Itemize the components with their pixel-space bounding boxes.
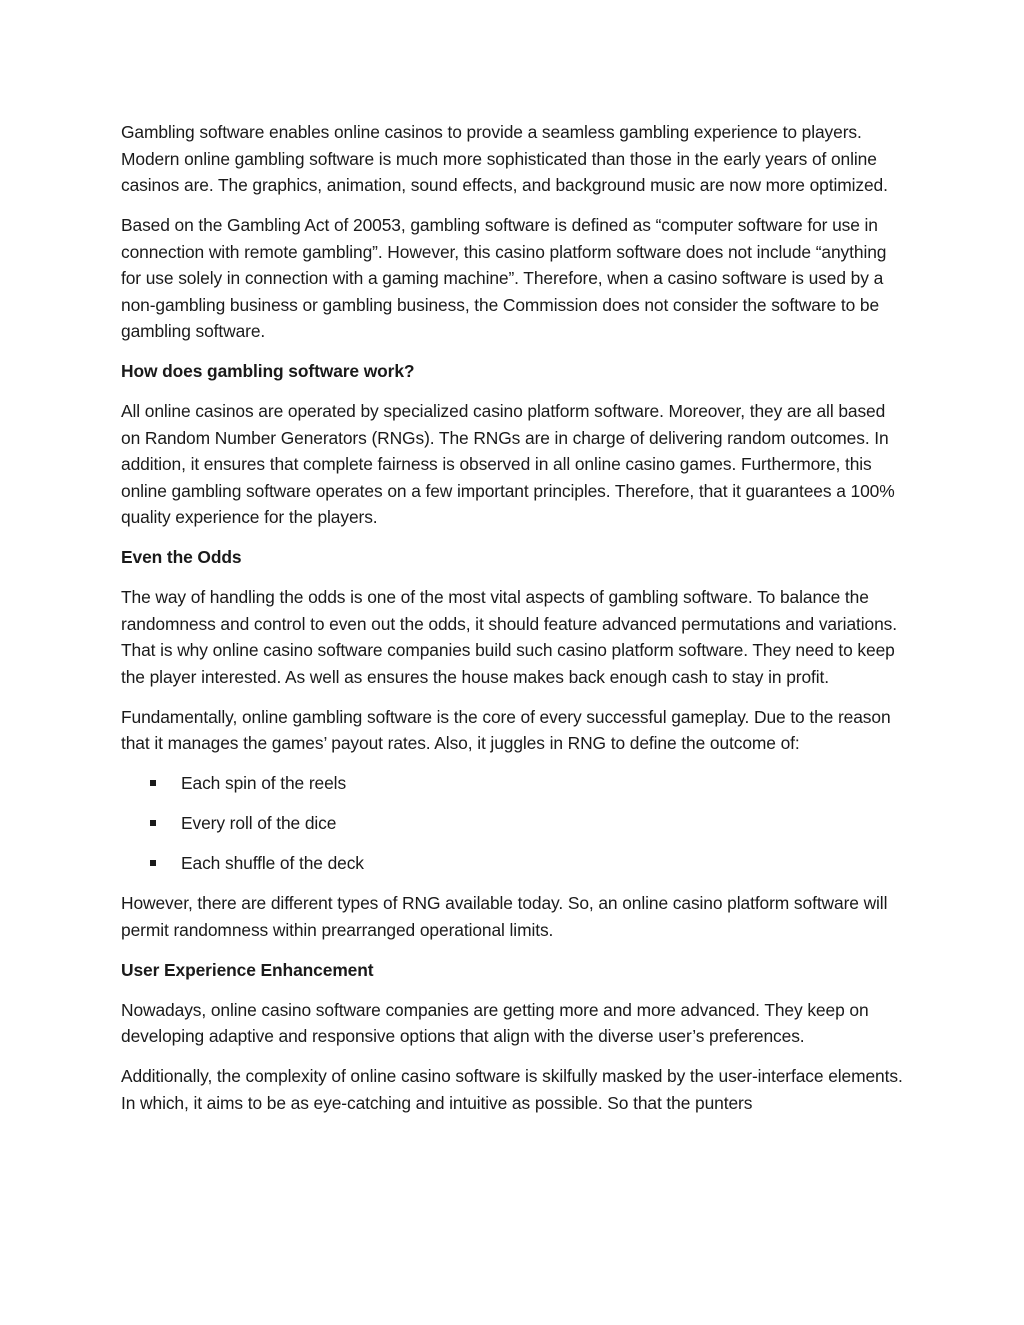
paragraph-adaptive-options: Nowadays, online casino software companies are getting more and more advanced. They keep on developing adaptive and responsive options that align with the diverse user’s preferences. <box>121 999 869 1046</box>
list-item <box>121 770 907 797</box>
list-item-text: Each shuffle of the deck <box>181 853 364 873</box>
heading-user-experience: User Experience Enhancement <box>121 959 374 980</box>
list-item-text: Every roll of the dice <box>181 813 337 833</box>
paragraph-intro: Gambling software enables online casinos to provide a seamless gambling experience to players. Modern online gambling software is much more sophisticated than those in the early years of online casinos are. The graphics, animation, sound effects, and background music are now more optimized. <box>121 122 888 195</box>
paragraph-ui-complexity: Additionally, the complexity of online casino software is skilfully masked by the user-interface elements. In which, it aims to be as eye-catching and intuitive as possible. So that the punters <box>121 1066 903 1113</box>
paragraph-rng: All online casinos are operated by specialized casino platform software. Moreover, they are all based on Random Number Generators (RNGs). The RNGs are in charge of delivering random outcomes. In addition, it ensures that complete fairness is observed in all online casino games. Furthermore, this online gambling software operates on a few important principles. Therefore, that it guarantees a 100% quality experience for the players. <box>121 401 895 527</box>
list-item <box>121 850 907 877</box>
paragraph-rng-types: However, there are different types of RNG available today. So, an online casino platform software will permit randomness within prearranged operational limits. <box>121 893 888 940</box>
paragraph-gambling-act: Based on the Gambling Act of 20053, gambling software is defined as “computer software for use in connection with remote gambling”. However, this casino platform software does not include “anything for use solely in connection with a gaming machine”. Therefore, when a casino software is used by a non-gambling business or gambling business, the Commission does not consider the software to be gambling software. <box>121 215 887 341</box>
square-bullet-icon <box>150 860 156 866</box>
paragraph-fundamentals: Fundamentally, online gambling software is the core of every successful gameplay. Due to the reason that it manages the games’ payout rates. Also, it juggles in RNG to define the outcome of: <box>121 706 891 753</box>
document-page <box>121 119 907 1130</box>
paragraph-handling-odds: The way of handling the odds is one of the most vital aspects of gambling software. To balance the randomness and control to even out the odds, it should feature advanced permutations and variations. That is why online casino software companies build such casino platform software. They need to keep the player interested. As well as ensures the house makes back enough cash to stay in profit. <box>121 587 897 687</box>
list-item <box>121 810 907 837</box>
heading-how-software-works: How does gambling software work? <box>121 361 415 381</box>
square-bullet-icon <box>150 820 156 826</box>
outcome-bullet-list <box>121 770 907 877</box>
square-bullet-icon <box>150 780 156 786</box>
list-item-text: Each spin of the reels <box>181 773 347 793</box>
heading-even-the-odds: Even the Odds <box>121 547 242 567</box>
